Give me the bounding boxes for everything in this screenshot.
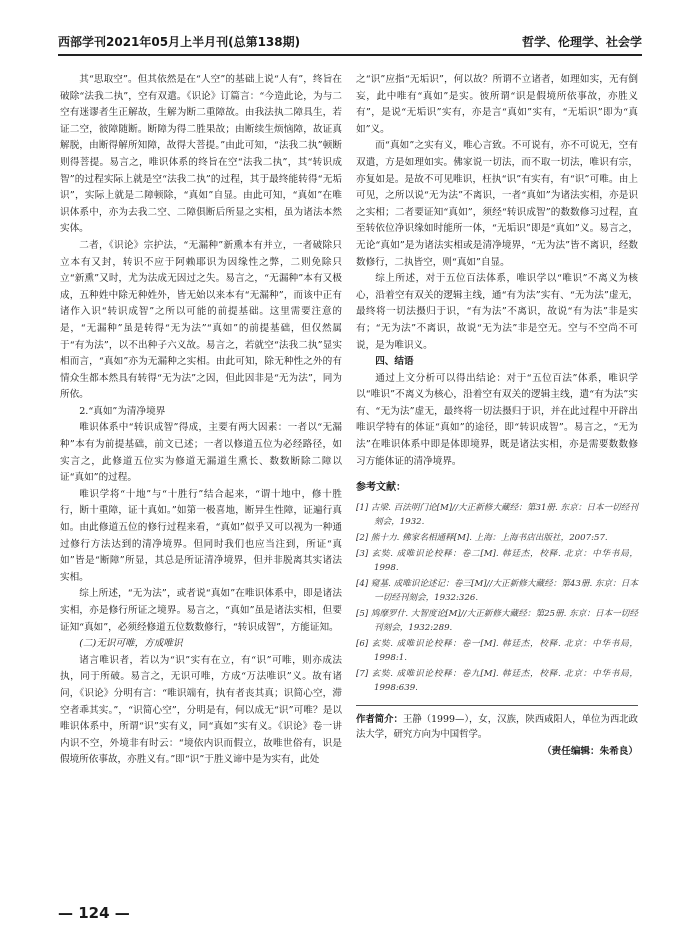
right-paragraph-4: 通过上文分析可以得出结论：对于“五位百法”体系，唯识学以“唯识”不离义为核心，沿着空有双关的逻辑主线，遣“有为法”实有、“无为法”虚无，最终将一切法摄归于识，并在此过程中开辟出唯识学特有的体证“真如”的途径，即“转识成智”。易言之，“无为法”在唯识体系中即是体即境界，既是诸法实相，亦是需要数数修习方能体证的清净境界。 (356, 372, 638, 467)
section-heading-conclusion: 四、结语 (375, 356, 414, 368)
reference-item: [7] 玄奘. 成唯识论校释：卷九[M]. 韩廷杰，校释. 北京：中华书局，1998:639. (356, 668, 638, 693)
section-title: 哲学、伦理学、社会学 (521, 35, 642, 49)
right-paragraph-3: 综上所述，对于五位百法体系，唯识学以“唯识”不离义为核心，沿着空有双关的逻辑主线，通“有为法”实有、“无为法”虚无，最终将一切法摄归于识，“有为法”不离识，故说“有为法”非是实有；“无为法”不离识，故说“无为法”非是空无。空与不空尚不可说，是为唯识义。 (356, 273, 638, 351)
page-header (58, 20, 642, 56)
reference-item: [5] 鸠摩罗什. 大智度论[M]//大正新修大藏经：第25册. 东京：日本一切经刊刻会，1932:289. (356, 608, 638, 633)
right-column (356, 72, 638, 760)
page-number: — 124 — (58, 904, 130, 922)
reference-item: [3] 玄奘. 成唯识论校释：卷二[M]. 韩廷杰，校释. 北京：中华书局，1998. (356, 548, 638, 573)
left-paragraph-5: 综上所述，“无为法”，或者说“真如”在唯识体系中，即是诸法实相，亦是修行所证之境界。易言之，“真如”虽是诸法实相，但要证知“真如”，必须经修道五位数数修行，“转识成智”，方能证知。 (60, 588, 342, 633)
subheading-no-consciousness: (二)无识可唯，方成唯识 (79, 638, 183, 650)
reference-item: [4] 窥基. 成唯识论述记：卷三[M]//大正新修大藏经：第43册. 东京：日本一切经刊刻会，1932:326. (356, 578, 638, 603)
left-paragraph-2: 二者，《识论》宗护法，“无漏种”新熏本有并立，一者破除只立本有又封，转识不应于阿赖耶识为因缘性之弊，二则免除只立“新熏”又时，尤为法成无因过之失。易言之，“无漏种”本有又极成，五种姓中除无种姓外，皆无始以来本有“无漏种”，而该中正有诸作入识“转识成智”之所以可能的前提基础。这里需要注意的是，“无漏种”虽是转得“无为法”“真如”的前提基础，但仅然属于“有为法”，以不出种子六义故。易言之，若就空“法我二执”显实相而言，“真如”亦为无漏种之实相。由此可知，除无种性之外的有情众生都本然具有转得“无为法”之因，但此因非是“无为法”，同为所依。 (60, 239, 342, 401)
left-column (60, 72, 342, 769)
journal-title: 西部学刊2021年05月上半月刊(总第138期) (58, 35, 301, 49)
left-paragraph-1: 其“思取空”。但其依然是在“人空”的基础上说“人有”，终旨在破除“法我二执”，空有双遣。《识论》订篇言：“今造此论，为与二空有迷谬者生正解故，生解为断二重障故。由我法执二障具生，若证二空，彼障随断。断障为得二胜果故；由断续生烦恼障，故证真解脱，由断得解所知障，故得大菩提。”由此可知，“法我二执”顿断则得菩提。易言之，唯识体系的终旨在空“法我二执”，其“转识成智”的过程实际上就是空“法我二执”的过程，其于最终能转得“无垢识”，实际上就是二障顿除，“真如”自显。由此可知，“真如”在唯识体系中，亦为去我二空、二障俱断后所显之实相，虽为诸法本然实体。 (60, 74, 342, 235)
reference-item: [1] 古梁. 百法明门论[M]//大正新修大藏经：第31册. 东京：日本一切经刊刻会，1932. (356, 502, 638, 527)
left-paragraph-3: 唯识体系中“转识成智”得成，主要有两大因素：一者以“无漏种”本有为前提基础，前文已述；一者以修道五位为必经路径，如实言之，此修道五位实为修道无漏道生熏长、数数断除二障以证“真如”的过程。 (60, 422, 342, 484)
author-text: 王静（1999—），女，汉族，陕西咸阳人，单位为西北政法大学，研究方向为中国哲学。 (356, 713, 638, 740)
left-paragraph-4: 唯识学将“十地”与“十胜行”结合起来，“谓十地中，修十胜行，断十重障，证十真如。”如第一极喜地，断异生性障，证遍行真如。由此修道五位的修行过程来看，“真如”似乎又可以视为一种通过修行方法达到的清净境界。但同时我们也应当注到，所证“真如”皆是“断障”所显，其总是所证清净境界，但并非脱离其实诸法实相。 (60, 488, 342, 583)
left-paragraph-6: 诸言唯识者，若以为“识”实有在立，有“识”可唯，则亦成法执，同于所破。易言之，无识可唯，方成“万法唯识”义。故有诸问，《识论》分明有言：“唯识端有，执有者丧其真；识简心空，滞空者乖其实。”，“识简心空”，分明是有，何以成无“识”可唯？是以唯识体系中，所谓“识”实有义，同“真如”实有义。《识论》卷一讲内识不空，外境非有时云：“境依内识而假立，故唯世俗有，识是假境所依事故，亦胜义有。”即“识”于胜义谛中是为实有，此处 (60, 654, 342, 766)
references-list (356, 501, 638, 695)
reference-item: [2] 熊十力. 佛家名相通释[M]. 上海：上海书店出版社，2007:57. (356, 532, 608, 543)
author-label: 作者简介： (356, 713, 403, 725)
reference-item: [6] 玄奘. 成唯识论校释：卷一[M]. 韩廷杰，校释. 北京：中华书局，1998:1. (356, 638, 638, 663)
references-title: 参考文献： (356, 482, 406, 494)
right-paragraph-1: 之“识”应指“无垢识”，何以故？所谓不立诸者，如理如实，无有倒妄，此中唯有“真如”是实。彼所谓“识是假境所依事故，亦胜义有”，是说“无垢识”实有，亦是言“真如”实有，“无垢识”即为“真如”义。 (356, 74, 638, 135)
author-bio (356, 705, 638, 742)
subheading-true-thusness: 2.“真如”为清净境界 (79, 405, 166, 417)
right-paragraph-2: 而“真如”之实有义，唯心言致。不可说有，亦不可说无，空有双遣，方是如理如实。佛家说一切法，而不取一切法，唯识有宗，亦复如是。是故不可见唯识，枉执“识”有实有，有“识”可唯。由上可见，之所以说“无为法”不离识，一者“真如”为诸法实相，亦是识之实相；二者要证知“真如”，须经“转识成智”的数数修习过程，直至转依位净识缘如时能所一体，“无垢识”即是“真如”义。易言之，无论“真如”是为诸法实相或是清净境界，“无为法”皆不离识，经数数修行，二执皆空，则“真如”自显。 (356, 140, 638, 268)
editor-note: （责任编辑：朱希良） (542, 745, 638, 757)
